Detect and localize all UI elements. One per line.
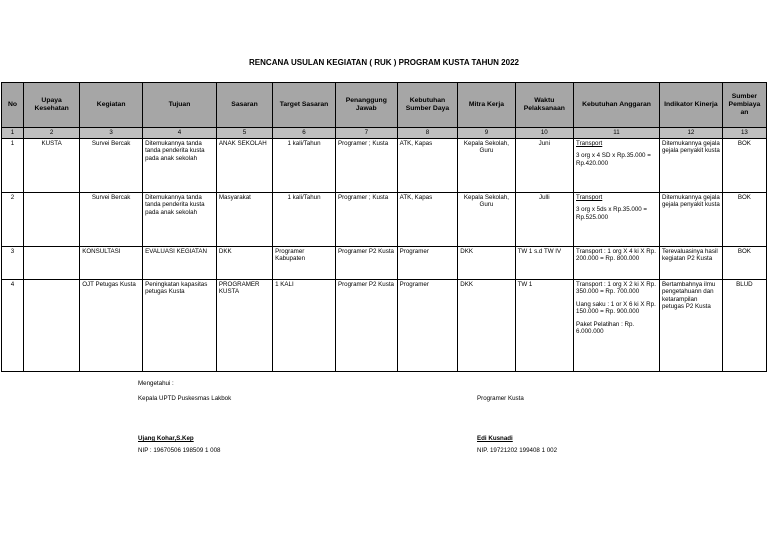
cell-pj: Programer P2 Kusta — [335, 247, 397, 280]
header-indikator: Indikator Kinerja — [659, 83, 722, 128]
cell-mitra: Kepala Sekolah, Guru — [458, 193, 515, 247]
table-row — [2, 139, 767, 193]
left-signatory-nip: NIP : 19670506 198509 1 008 — [138, 447, 221, 454]
anggaran-line: 3 org x 5ds x Rp.35.000 = Rp.525.000 — [576, 206, 648, 221]
page-title: RENCANA USULAN KEGIATAN ( RUK ) PROGRAM KUSTA TAHUN 2022 — [249, 58, 519, 67]
cell-indikator: Ditemukannya gejala gejala penyakit kusta — [659, 139, 722, 193]
col-number: 8 — [397, 128, 458, 139]
cell-sumber-daya: Programer — [397, 247, 458, 280]
anggaran-heading: Transport — [576, 194, 603, 201]
ruk-table — [1, 82, 767, 372]
col-number: 7 — [335, 128, 397, 139]
cell-anggaran — [574, 280, 660, 372]
header-mitra: Mitra Kerja — [458, 83, 515, 128]
header-pj: Penanggung Jawab — [335, 83, 397, 128]
cell-tujuan: Ditemukannya tanda tanda penderita kusta pada anak sekolah — [143, 139, 217, 193]
mengetahui-label: Mengetahui : — [138, 380, 174, 387]
cell-waktu: Juni — [515, 139, 573, 193]
col-number: 6 — [273, 128, 336, 139]
header-upaya: Upaya Kesehatan — [24, 83, 80, 128]
cell-kegiatan: KONSULTASI — [80, 247, 143, 280]
cell-tujuan: EVALUASI KEGIATAN — [143, 247, 217, 280]
col-number: 9 — [458, 128, 515, 139]
col-number: 11 — [574, 128, 660, 139]
cell-pembiayaan: BOK — [722, 193, 766, 247]
cell-pembiayaan: BOK — [722, 139, 766, 193]
cell-anggaran — [574, 193, 660, 247]
header-anggaran: Kebutuhan Anggaran — [574, 83, 660, 128]
column-number-row — [2, 128, 767, 139]
cell-mitra: DKK — [458, 247, 515, 280]
cell-pj: Programer ; Kusta — [335, 139, 397, 193]
cell-anggaran — [574, 139, 660, 193]
cell-pj: Programer ; Kusta — [335, 193, 397, 247]
anggaran-line: Transport : 1 org X 4 ki X Rp. 200.000 = Rp. 800.000 — [576, 248, 656, 263]
right-signatory-name: Edi Kusnadi — [477, 435, 513, 442]
cell-sumber-daya: ATK, Kapas — [397, 193, 458, 247]
header-pembiayaan: Sumber Pembiaya an — [722, 83, 766, 128]
cell-sumber-daya: ATK, Kapas — [397, 139, 458, 193]
cell-indikator: Ditemukannya gejala gejala penyakit kusta — [659, 193, 722, 247]
table-row — [2, 280, 767, 372]
cell-anggaran — [574, 247, 660, 280]
col-number: 1 — [2, 128, 24, 139]
cell-sasaran: DKK — [216, 247, 272, 280]
cell-tujuan: Ditemukannya tanda tanda penderita kusta pada anak sekolah — [143, 193, 217, 247]
cell-sasaran: PROGRAMER KUSTA — [216, 280, 272, 372]
left-signatory-name: Ujang Kohar,S.Kep — [138, 435, 194, 442]
header-kegiatan: Kegiatan — [80, 83, 143, 128]
header-sumber-daya: Kebutuhan Sumber Daya — [397, 83, 458, 128]
cell-pembiayaan: BLUD — [722, 280, 766, 372]
cell-pembiayaan: BOK — [722, 247, 766, 280]
col-number: 4 — [143, 128, 217, 139]
cell-mitra: Kepala Sekolah, Guru — [458, 139, 515, 193]
header-no: No — [2, 83, 24, 128]
cell-sasaran: Masyarakat — [216, 193, 272, 247]
cell-upaya — [24, 280, 80, 372]
cell-indikator: Bertambahnya ilmu pengetahuann dan ketarampilan petugas P2 Kusta — [659, 280, 722, 372]
col-number: 3 — [80, 128, 143, 139]
header-target: Target Sasaran — [273, 83, 336, 128]
header-row — [2, 83, 767, 128]
anggaran-line: Transport : 1 org X 2 ki X Rp. 350.000 = Rp. 700.000 — [576, 281, 656, 296]
col-number: 2 — [24, 128, 80, 139]
cell-waktu: TW 1 — [515, 280, 573, 372]
cell-target: 1 KALI — [273, 280, 336, 372]
cell-no: 1 — [2, 139, 24, 193]
cell-tujuan: Peningkatan kapasitas petugas Kusta — [143, 280, 217, 372]
cell-target: 1 kali/Tahun — [273, 139, 336, 193]
anggaran-heading: Transport — [576, 140, 603, 147]
header-waktu: Waktu Pelaksanaan — [515, 83, 573, 128]
cell-upaya: KUSTA — [24, 139, 80, 193]
col-number: 5 — [216, 128, 272, 139]
cell-upaya — [24, 193, 80, 247]
cell-no: 4 — [2, 280, 24, 372]
cell-waktu: TW 1 s.d TW IV — [515, 247, 573, 280]
col-number: 10 — [515, 128, 573, 139]
col-number: 12 — [659, 128, 722, 139]
cell-pj: Programer P2 Kusta — [335, 280, 397, 372]
anggaran-line: Uang saku : 1 or X 6 ki X Rp. 150.000 = Rp. 900.000 — [576, 300, 656, 316]
left-signatory-position: Kepala UPTD Puskesmas Lakbok — [138, 395, 232, 402]
cell-waktu: Julli — [515, 193, 573, 247]
cell-target: Programer Kabupaten — [273, 247, 336, 280]
right-signatory-position: Programer Kusta — [477, 395, 524, 402]
header-tujuan: Tujuan — [143, 83, 217, 128]
cell-indikator: Terevaluasinya hasil kegiatan P2 Kusta — [659, 247, 722, 280]
right-signatory-nip: NIP. 19721202 199408 1 002 — [477, 447, 558, 454]
cell-no: 3 — [2, 247, 24, 280]
cell-kegiatan: OJT Petugas Kusta — [80, 280, 143, 372]
cell-sasaran: ANAK SEKOLAH — [216, 139, 272, 193]
anggaran-line: 3 org x 4 SD x Rp.35.000 = Rp.420.000 — [576, 152, 651, 167]
col-number: 13 — [722, 128, 766, 139]
cell-sumber-daya: Programer — [397, 280, 458, 372]
table-row — [2, 247, 767, 280]
cell-upaya — [24, 247, 80, 280]
cell-no: 2 — [2, 193, 24, 247]
cell-target: 1 kali/Tahun — [273, 193, 336, 247]
cell-kegiatan: Survei Bercak — [80, 193, 143, 247]
header-sasaran: Sasaran — [216, 83, 272, 128]
cell-kegiatan: Survei Bercak — [80, 139, 143, 193]
table-row — [2, 193, 767, 247]
anggaran-line: Paket Pelatihan : Rp. 6.000.000 — [576, 320, 635, 336]
cell-mitra: DKK — [458, 280, 515, 372]
